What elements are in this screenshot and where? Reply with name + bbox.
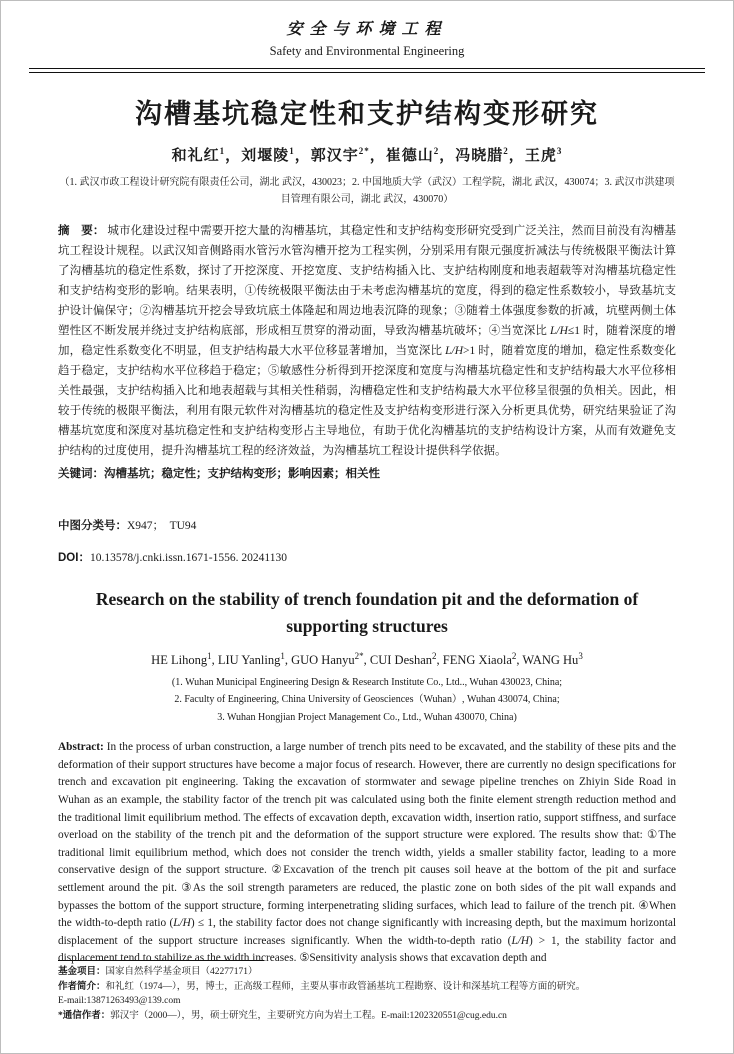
author-name: 王虎 bbox=[524, 147, 557, 164]
footnote-label: 基金项目： bbox=[58, 967, 106, 977]
abstract-label: Abstract: bbox=[58, 741, 104, 754]
author-affil-sup: 2 bbox=[432, 650, 437, 661]
doi-value: 10.13578/j.cnki.issn.1671-1556. 20241130 bbox=[89, 551, 287, 564]
author-name: 郭汉宇 bbox=[310, 147, 359, 164]
author-affil-sup: 2* bbox=[358, 145, 370, 156]
journal-title-en: Safety and Environmental Engineering bbox=[269, 44, 465, 58]
footnote-line: *通信作者：郭汉宇（2000—），男，硕士研究生，主要研究方向为岩土工程。E-mail:1202320551@cug.edu.cn bbox=[58, 1010, 507, 1021]
clc-value: X947； TU94 bbox=[127, 519, 197, 532]
author-affil-sup: 1 bbox=[207, 650, 212, 661]
footnote-label: *通信作者： bbox=[58, 1010, 111, 1021]
footnote-lines bbox=[58, 965, 676, 1023]
article-title-zh: 沟槽基坑稳定性和支护结构变形研究 bbox=[135, 98, 599, 129]
journal-title-zh: 安全与环境工程 bbox=[286, 21, 448, 38]
abstract-en: Abstract: In the process of urban construction, a large number of trench pits need to be excavated, and the stability of these pits and the deformation of their support structures have become a major focus of research. However, there are currently no design specifications for trench and excavation pit engineering. Taking the excavation of stormwater and sewage pipeline trenches on Zhiyin Side Road in Wuhan as an example, the stability factor of the trench pit was calculated using both the finite element strength reduction method and the traditional limit equilibrium method. The effects of excavation depth, excavation width, insertion ratio, support stiffness, and surface overload on the stability of the trench pit and the deformation of the support structure were explored. The results show that: ①The traditional limit equilibrium method, which does not consider the trench width, yields a smaller stability factor, leading to a more conservative design of the support structure. ②Excavation of the trench pit causes soil heave at the bottom of the pit and surface settlement around the pit. ③As the soil strength parameters are reduced, the plastic zone on both sides of the pit wall expands and bypasses the bottom of the support structure, forming interpenetrating sliding surfaces, which lead to failure of the trench pit. ④When the width-to-depth ratio (L/H) ≤ 1, the stability factor does not change significantly with increasing depth, but the maximum horizontal displacement of the support structure increases significantly. When the width-to-depth ratio (L/H) > 1, the stability factor and displacement tend to stabilize as the width increases. ⑤Sensitivity analysis shows that excavation depth and bbox=[58, 741, 677, 965]
keywords-text-zh: 沟槽基坑；稳定性；支护结构变形；影响因素；相关性 bbox=[104, 467, 380, 480]
footnote-rule bbox=[58, 960, 264, 961]
footnote-line: E-mail:13871263493@139.com bbox=[58, 996, 181, 1007]
author-name: WANG Hu bbox=[522, 652, 579, 667]
article-body bbox=[58, 221, 676, 968]
footnote-line: 作者简介：和礼红（1974—），男，博士，正高级工程师，主要从事市政管涵基坑工程勘察、设计和深基坑工程等方面的研究。 bbox=[58, 981, 586, 992]
footnote-line: 基金项目：国家自然科学基金项目（42277171） bbox=[58, 967, 258, 977]
author-name: CUI Deshan bbox=[369, 652, 433, 667]
author-name: HE Lihong bbox=[151, 652, 208, 667]
author-name: FENG Xiaola bbox=[442, 652, 512, 667]
author-affil-sup: 1 bbox=[219, 145, 226, 156]
affiliation-en-line: (1. Wuhan Municipal Engineering Design & Research Institute Co., Ltd.., Wuhan 430023, China; bbox=[171, 676, 563, 688]
author-affil-sup: 3 bbox=[556, 145, 563, 156]
author-name: GUO Hanyu bbox=[291, 652, 355, 667]
author-affil-sup: 2 bbox=[511, 650, 517, 661]
article-title-en: Research on the stability of trench foundation pit and the deformation of supporting structures bbox=[95, 588, 639, 636]
abstract-label: 摘 要： bbox=[58, 224, 105, 237]
doi-line bbox=[58, 549, 676, 565]
author-affil-sup: 3 bbox=[578, 650, 583, 661]
author-affil-sup: 1 bbox=[289, 145, 295, 156]
affiliation-zh: （1. 武汉市政工程设计研究院有限责任公司，湖北 武汉，430023；2. 中国地质大学（武汉）工程学院，湖北 武汉，430074；3. 武汉市洪建项目管理有限公司，湖北 武汉，430070） bbox=[59, 176, 675, 205]
author-name: 和礼红 bbox=[171, 147, 220, 164]
author-name: 冯晓腊 bbox=[455, 147, 504, 164]
author-name: 刘堰陵 bbox=[241, 147, 290, 164]
footnote-label: 作者简介： bbox=[58, 981, 106, 992]
journal-header bbox=[1, 1, 733, 59]
authors-zh: 和礼红$^1$，刘堰陵$^1$，郭汉宇$^{2*}$，崔德山$^2$，冯晓腊$^2$，王虎$^3$ bbox=[171, 145, 563, 164]
author-name: 崔德山 bbox=[385, 147, 434, 164]
affiliation-en-line: 3. Wuhan Hongjian Project Management Co., Ltd., Wuhan 430070, China) bbox=[217, 711, 517, 723]
keywords-label-zh: 关键词： bbox=[58, 467, 104, 480]
abstract-zh: 摘 要： 城市化建设过程中需要开挖大量的沟槽基坑，其稳定性和支护结构变形研究受到广泛关注，然而目前没有沟槽基坑工程设计规程。以武汉知音侧路雨水管污水管沟槽开挖为工程实例，分别采用有限元强度折减法与传统极限平衡法计算了沟槽基坑的稳定性系数，探讨了开挖深度、开挖宽度、支护结构插入比、支护结构刚度和地表超载等对沟槽基坑稳定性和支护结构变形的影响。结果表明，①传统极限平衡法由于未考虑沟槽基坑的宽度，得到的稳定性系数较小，导致基坑支护设计偏保守；②沟槽基坑开挖会导致坑底土体隆起和周边地表沉降的现象；③随着土体强度参数的折减，坑壁两侧土体塑性区不断发展并绕过支护结构底部，形成相互贯穿的滑动面，导致沟槽基坑破坏；④当宽深比 L/H≤1 时，随着深度的增加，稳定性系数变化不明显，但支护结构最大水平位移显著增加，当宽深比 L/H>1 时，随着宽度的增加，稳定性系数变化趋于稳定，支护结构水平位移趋于稳定；⑤敏感性分析得到开挖深度和宽度与沟槽基坑稳定性和支护结构最大水平位移相关性最强，支护结构插入比和地表超载与其相关性稍弱，沟槽稳定性和支护结构最大水平位移呈很强的负相关。因此，相较于传统的极限平衡法，利用有限元软件对沟槽基坑的稳定性及支护结构变形进行深入分析更具优势，研究结果验证了沟槽基坑宽度和深度对基坑稳定性和支护结构变形占主导地位，有助于优化沟槽基坑的支护结构设计方案，从而有效避免支护结构的过度使用，提升沟槽基坑工程的经济效益，为沟槽基坑工程设计提供科学依据。 bbox=[58, 224, 677, 457]
affiliation-en-line: 2. Faculty of Engineering, China University of Geosciences（Wuhan）, Wuhan 430074, China; bbox=[174, 694, 560, 706]
author-affil-sup: 2 bbox=[433, 145, 440, 156]
author-name: LIU Yanling bbox=[217, 652, 281, 667]
header-double-rule bbox=[29, 68, 705, 73]
doi-label: DOI： bbox=[58, 551, 90, 564]
affiliations-en bbox=[58, 674, 676, 727]
authors-en: HE Lihong$^1$, LIU Yanling$^1$, GUO Hanyu$^{2*}$, CUI Deshan$^2$, FENG Xiaola$^2$, WANG Hu$^3$ bbox=[151, 650, 583, 667]
keywords-zh bbox=[58, 464, 676, 484]
author-affil-sup: 2 bbox=[503, 145, 509, 156]
clc-label: 中图分类号： bbox=[58, 519, 127, 532]
clc-number-line bbox=[58, 517, 676, 533]
footnote-block bbox=[58, 960, 676, 1023]
author-affil-sup: 2* bbox=[354, 650, 364, 661]
author-affil-sup: 1 bbox=[280, 650, 285, 661]
